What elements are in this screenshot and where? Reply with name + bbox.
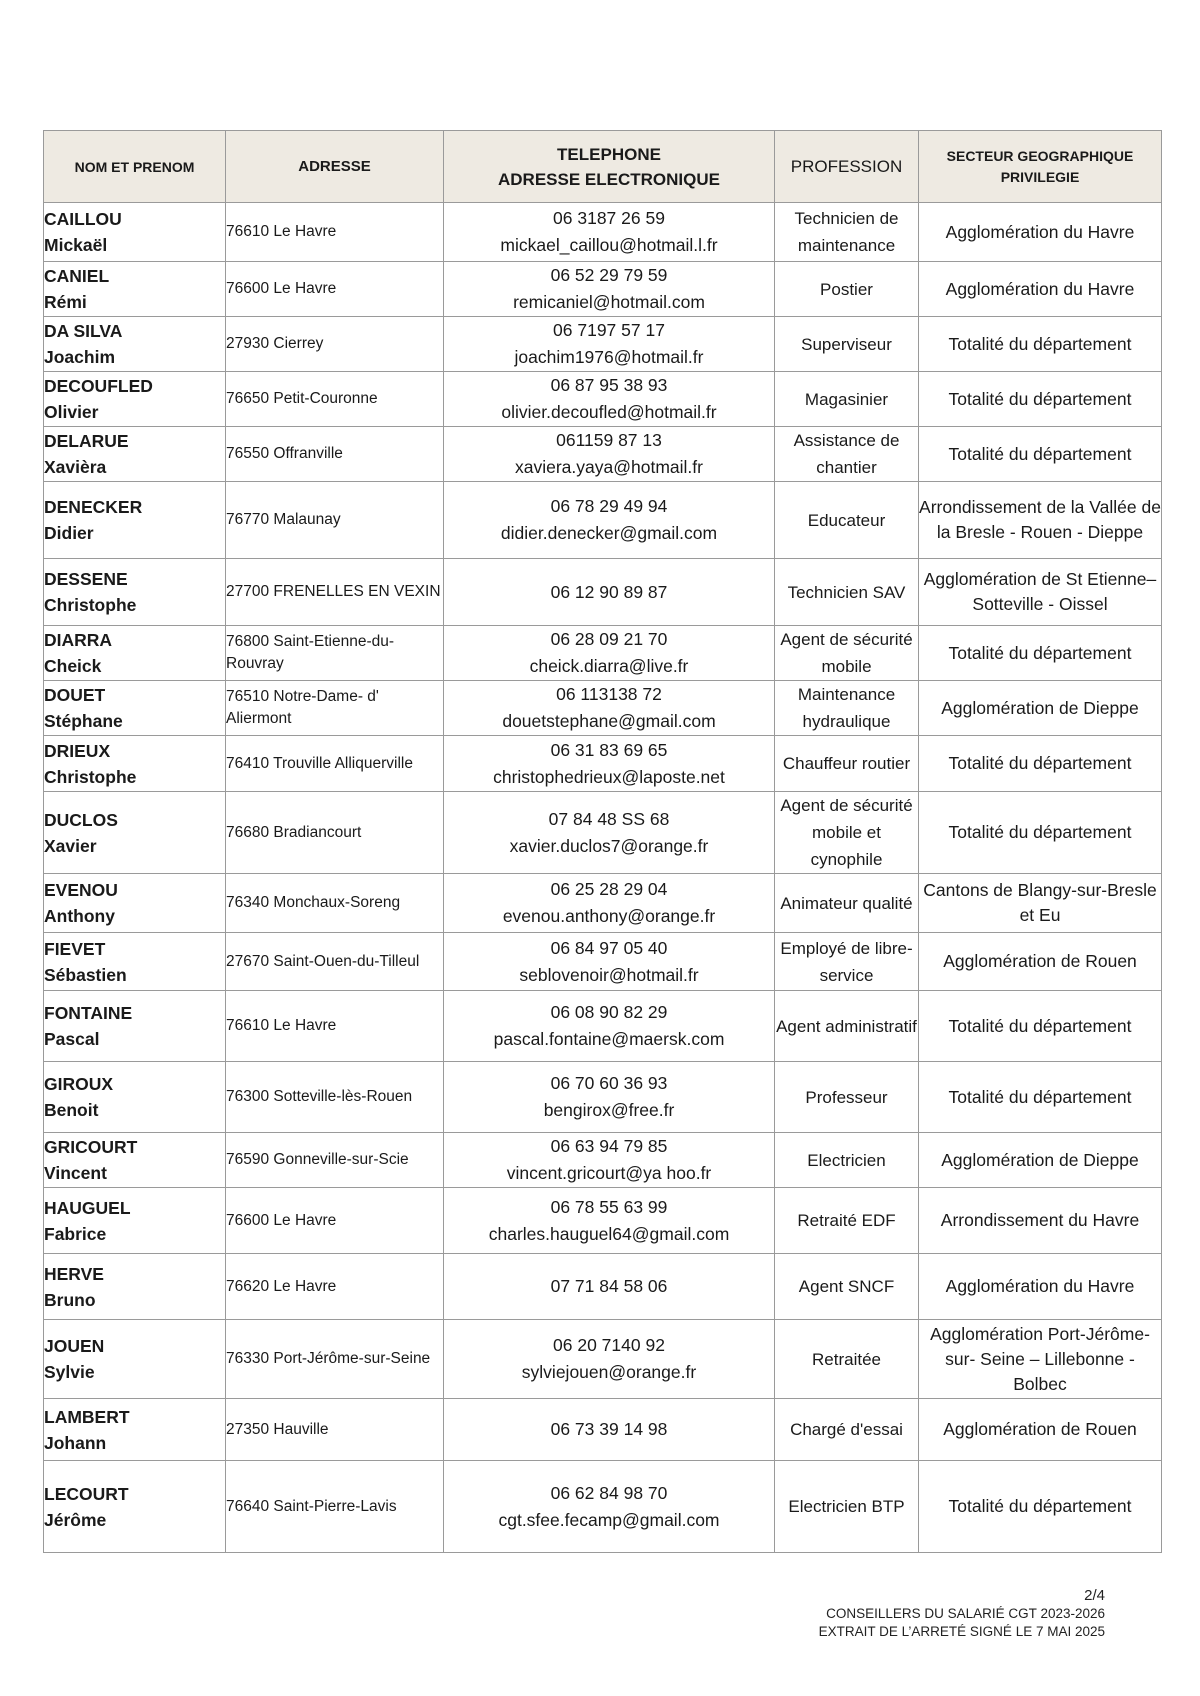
profession-cell: Agent SNCF xyxy=(775,1254,919,1320)
address-cell: 76770 Malaunay xyxy=(226,482,444,559)
last-name: DOUET xyxy=(44,685,106,705)
profession-cell: Magasinier xyxy=(775,372,919,427)
last-name: HAUGUEL xyxy=(44,1197,131,1218)
email-address: pascal.fontaine@maersk.com xyxy=(493,1029,725,1049)
email-address: bengirox@free.fr xyxy=(543,1100,675,1120)
first-name: Didier xyxy=(44,523,94,543)
first-name: Olivier xyxy=(44,402,99,422)
name-cell xyxy=(44,792,226,874)
contact-cell xyxy=(444,1320,775,1399)
contact-cell xyxy=(444,372,775,427)
name-cell xyxy=(44,1188,226,1254)
sector-cell: Totalité du département xyxy=(919,1062,1162,1133)
address-cell: 76600 Le Havre xyxy=(226,262,444,317)
first-name: Vincent xyxy=(44,1163,107,1183)
email-address: xaviera.yaya@hotmail.fr xyxy=(515,457,703,477)
name-cell xyxy=(44,427,226,482)
sector-cell: Totalité du département xyxy=(919,991,1162,1062)
header-address: ADRESSE xyxy=(226,131,444,203)
table-row xyxy=(44,372,1162,427)
first-name: Cheick xyxy=(44,656,102,676)
header-sector-line1: SECTEUR GEOGRAPHIQUE xyxy=(946,147,1134,164)
address-cell: 76640 Saint-Pierre-Lavis xyxy=(226,1461,444,1553)
sector-cell: Agglomération du Havre xyxy=(919,262,1162,317)
profession-cell: Retraitée xyxy=(775,1320,919,1399)
contact-cell xyxy=(444,1062,775,1133)
email-address: evenou.anthony@orange.fr xyxy=(502,906,716,926)
address-cell: 76410 Trouville Alliquerville xyxy=(226,736,444,792)
profession-cell: Chargé d'essai xyxy=(775,1399,919,1461)
email-address: cgt.sfee.fecamp@gmail.com xyxy=(498,1509,720,1530)
phone-number: 06 31 83 69 65 xyxy=(550,739,668,760)
email-address: vincent.gricourt@ya hoo.fr xyxy=(506,1163,712,1183)
first-name: Fabrice xyxy=(44,1223,107,1244)
footer-title: CONSEILLERS DU SALARIÉ CGT 2023-2026 xyxy=(826,1606,1105,1621)
header-contact xyxy=(444,131,775,203)
header-sector-line2: PRIVILEGIE xyxy=(1000,168,1080,185)
table-body xyxy=(44,203,1162,1553)
profession-cell: Assistance de chantier xyxy=(775,427,919,482)
email-address: xavier.duclos7@orange.fr xyxy=(509,835,709,856)
profession-cell: Employé de libre-service xyxy=(775,933,919,991)
address-cell: 76680 Bradiancourt xyxy=(226,792,444,874)
sector-cell: Arrondissement du Havre xyxy=(919,1188,1162,1254)
first-name: Xavier xyxy=(44,835,97,856)
table-row xyxy=(44,874,1162,933)
address-cell: 76550 Offranville xyxy=(226,427,444,482)
contact-cell xyxy=(444,1133,775,1188)
profession-cell: Maintenance hydraulique xyxy=(775,681,919,736)
name-cell xyxy=(44,1399,226,1461)
sector-cell: Agglomération du Havre xyxy=(919,203,1162,262)
address-cell: 76330 Port-Jérôme-sur-Seine xyxy=(226,1320,444,1399)
last-name: HERVE xyxy=(44,1263,104,1284)
first-name: Anthony xyxy=(44,906,115,926)
header-email: ADRESSE ELECTRONIQUE xyxy=(498,169,720,189)
last-name: JOUEN xyxy=(44,1336,105,1356)
table-row xyxy=(44,1062,1162,1133)
contact-cell xyxy=(444,1188,775,1254)
sector-cell: Agglomération de St Etienne– Sotteville - Oissel xyxy=(919,559,1162,626)
sector-cell: Agglomération du Havre xyxy=(919,1254,1162,1320)
contact-cell xyxy=(444,317,775,372)
profession-cell: Technicien de maintenance xyxy=(775,203,919,262)
contact-cell xyxy=(444,933,775,991)
first-name: Jérôme xyxy=(44,1509,107,1530)
table-row xyxy=(44,1320,1162,1399)
profession-cell: Superviseur xyxy=(775,317,919,372)
name-cell xyxy=(44,1133,226,1188)
contact-cell xyxy=(444,626,775,681)
table-row xyxy=(44,626,1162,681)
email-address: joachim1976@hotmail.fr xyxy=(514,347,704,367)
address-cell: 76590 Gonneville-sur-Scie xyxy=(226,1133,444,1188)
contact-cell xyxy=(444,1254,775,1320)
name-cell xyxy=(44,482,226,559)
first-name: Stéphane xyxy=(44,711,123,731)
table-row xyxy=(44,203,1162,262)
contact-cell xyxy=(444,681,775,736)
sector-cell: Agglomération de Dieppe xyxy=(919,681,1162,736)
last-name: DECOUFLED xyxy=(44,376,153,396)
phone-number: 061159 87 13 xyxy=(556,430,662,450)
table-row xyxy=(44,792,1162,874)
phone-number: 06 87 95 38 93 xyxy=(550,375,668,395)
first-name: Joachim xyxy=(44,347,115,367)
table-row xyxy=(44,482,1162,559)
last-name: LECOURT xyxy=(44,1483,129,1504)
phone-number: 06 20 7140 92 xyxy=(553,1335,665,1355)
table-row xyxy=(44,1133,1162,1188)
address-cell: 27350 Hauville xyxy=(226,1399,444,1461)
last-name: GRICOURT xyxy=(44,1137,138,1157)
profession-cell: Agent de sécurité mobile xyxy=(775,626,919,681)
email-address: olivier.decoufled@hotmail.fr xyxy=(501,402,717,422)
last-name: DRIEUX xyxy=(44,740,111,761)
last-name: GIROUX xyxy=(44,1074,114,1094)
footer-decree: EXTRAIT DE L’ARRETÉ SIGNÉ LE 7 MAI 2025 xyxy=(818,1624,1105,1639)
last-name: DENECKER xyxy=(44,497,143,517)
email-address: mickael_caillou@hotmail.l.fr xyxy=(500,235,718,255)
profession-cell: Professeur xyxy=(775,1062,919,1133)
sector-cell: Agglomération de Dieppe xyxy=(919,1133,1162,1188)
table-row xyxy=(44,991,1162,1062)
address-cell: 76610 Le Havre xyxy=(226,991,444,1062)
first-name: Sylvie xyxy=(44,1362,95,1382)
name-cell xyxy=(44,933,226,991)
first-name: Rémi xyxy=(44,292,87,312)
sector-cell: Totalité du département xyxy=(919,372,1162,427)
profession-cell: Agent administratif xyxy=(775,991,919,1062)
sector-cell: Agglomération de Rouen xyxy=(919,933,1162,991)
sector-cell: Agglomération de Rouen xyxy=(919,1399,1162,1461)
contact-cell xyxy=(444,203,775,262)
contact-cell xyxy=(444,427,775,482)
last-name: DIARRA xyxy=(44,630,113,650)
first-name: Sébastien xyxy=(44,964,127,985)
phone-number: 06 7197 57 17 xyxy=(553,320,665,340)
profession-cell: Agent de sécurité mobile et cynophile xyxy=(775,792,919,874)
phone-number: 06 84 97 05 40 xyxy=(550,937,668,958)
first-name: Christophe xyxy=(44,595,137,615)
contact-cell xyxy=(444,262,775,317)
sector-cell: Arrondissement de la Vallée de la Bresle - Rouen - Dieppe xyxy=(919,482,1162,559)
name-cell xyxy=(44,1062,226,1133)
counselors-table xyxy=(43,130,1162,1553)
phone-number: 06 70 60 36 93 xyxy=(550,1073,668,1093)
name-cell xyxy=(44,317,226,372)
page-number: 2/4 xyxy=(1084,1587,1105,1604)
table-row xyxy=(44,1188,1162,1254)
contact-cell xyxy=(444,792,775,874)
phone-number: 06 28 09 21 70 xyxy=(550,629,668,649)
last-name: EVENOU xyxy=(44,880,118,900)
phone-number: 07 71 84 58 06 xyxy=(550,1276,668,1296)
contact-cell xyxy=(444,991,775,1062)
header-name: NOM ET PRENOM xyxy=(44,131,226,203)
address-cell: 76800 Saint-Etienne-du-Rouvray xyxy=(226,626,444,681)
phone-number: 06 73 39 14 98 xyxy=(550,1419,668,1439)
phone-number: 06 78 55 63 99 xyxy=(550,1196,668,1217)
email-address: douetstephane@gmail.com xyxy=(502,711,716,731)
page-footer xyxy=(819,1587,1105,1641)
address-cell: 76600 Le Havre xyxy=(226,1188,444,1254)
table-row xyxy=(44,933,1162,991)
table-row xyxy=(44,262,1162,317)
first-name: Mickaël xyxy=(44,235,108,255)
email-address: charles.hauguel64@gmail.com xyxy=(488,1223,730,1244)
name-cell xyxy=(44,262,226,317)
profession-cell: Retraité EDF xyxy=(775,1188,919,1254)
contact-cell xyxy=(444,736,775,792)
address-cell: 76300 Sotteville-lès-Rouen xyxy=(226,1062,444,1133)
name-cell xyxy=(44,736,226,792)
address-cell: 76650 Petit-Couronne xyxy=(226,372,444,427)
sector-cell: Totalité du département xyxy=(919,736,1162,792)
first-name: Xavièra xyxy=(44,457,107,477)
last-name: FONTAINE xyxy=(44,1003,133,1023)
table-row xyxy=(44,1254,1162,1320)
contact-cell xyxy=(444,874,775,933)
name-cell xyxy=(44,1320,226,1399)
sector-cell: Agglomération Port-Jérôme-sur- Seine – Lillebonne - Bolbec xyxy=(919,1320,1162,1399)
table-row xyxy=(44,559,1162,626)
table-row xyxy=(44,681,1162,736)
address-cell: 27930 Cierrey xyxy=(226,317,444,372)
email-address: sylviejouen@orange.fr xyxy=(521,1362,697,1382)
sector-cell: Totalité du département xyxy=(919,427,1162,482)
first-name: Bruno xyxy=(44,1289,96,1310)
address-cell: 76510 Notre-Dame- d' Aliermont xyxy=(226,681,444,736)
table-row xyxy=(44,736,1162,792)
sector-cell: Totalité du département xyxy=(919,626,1162,681)
contact-cell xyxy=(444,1461,775,1553)
header-profession: PROFESSION xyxy=(775,131,919,203)
name-cell xyxy=(44,203,226,262)
profession-cell: Animateur qualité xyxy=(775,874,919,933)
phone-number: 06 62 84 98 70 xyxy=(550,1482,668,1503)
contact-cell xyxy=(444,1399,775,1461)
last-name: DELARUE xyxy=(44,431,129,451)
header-phone: TELEPHONE xyxy=(557,144,661,164)
last-name: DESSENE xyxy=(44,569,128,589)
profession-cell: Electricien BTP xyxy=(775,1461,919,1553)
sector-cell: Totalité du département xyxy=(919,317,1162,372)
sector-cell: Cantons de Blangy-sur-Bresle et Eu xyxy=(919,874,1162,933)
profession-cell: Educateur xyxy=(775,482,919,559)
phone-number: 06 25 28 29 04 xyxy=(550,879,668,899)
name-cell xyxy=(44,626,226,681)
name-cell xyxy=(44,559,226,626)
phone-number: 06 3187 26 59 xyxy=(553,208,665,228)
last-name: FIEVET xyxy=(44,938,106,959)
phone-number: 06 52 29 79 59 xyxy=(550,265,668,285)
contact-cell xyxy=(444,482,775,559)
email-address: christophedrieux@laposte.net xyxy=(493,766,725,787)
last-name: DA SILVA xyxy=(44,321,123,341)
phone-number: 06 08 90 82 29 xyxy=(550,1002,668,1022)
email-address: remicaniel@hotmail.com xyxy=(513,292,705,312)
last-name: CAILLOU xyxy=(44,209,122,229)
address-cell: 76610 Le Havre xyxy=(226,203,444,262)
address-cell: 76340 Monchaux-Soreng xyxy=(226,874,444,933)
first-name: Johann xyxy=(44,1432,107,1453)
first-name: Benoit xyxy=(44,1100,99,1120)
name-cell xyxy=(44,991,226,1062)
header-sector xyxy=(919,131,1162,203)
sector-cell: Totalité du département xyxy=(919,792,1162,874)
profession-cell: Postier xyxy=(775,262,919,317)
phone-number: 06 78 29 49 94 xyxy=(550,496,668,516)
table-row xyxy=(44,317,1162,372)
profession-cell: Electricien xyxy=(775,1133,919,1188)
sector-cell: Totalité du département xyxy=(919,1461,1162,1553)
table-row xyxy=(44,1399,1162,1461)
name-cell xyxy=(44,1254,226,1320)
email-address: seblovenoir@hotmail.fr xyxy=(519,964,699,985)
address-cell: 27670 Saint-Ouen-du-Tilleul xyxy=(226,933,444,991)
contact-cell xyxy=(444,559,775,626)
name-cell xyxy=(44,372,226,427)
first-name: Christophe xyxy=(44,766,137,787)
phone-number: 06 113138 72 xyxy=(556,684,662,704)
phone-number: 06 63 94 79 85 xyxy=(550,1136,668,1156)
phone-number: 07 84 48 SS 68 xyxy=(548,808,670,829)
profession-cell: Chauffeur routier xyxy=(775,736,919,792)
table-header xyxy=(44,131,1162,203)
last-name: DUCLOS xyxy=(44,809,118,830)
email-address: cheick.diarra@live.fr xyxy=(529,656,689,676)
last-name: LAMBERT xyxy=(44,1406,130,1427)
address-cell: 76620 Le Havre xyxy=(226,1254,444,1320)
profession-cell: Technicien SAV xyxy=(775,559,919,626)
name-cell xyxy=(44,681,226,736)
name-cell xyxy=(44,1461,226,1553)
table-row xyxy=(44,1461,1162,1553)
first-name: Pascal xyxy=(44,1029,100,1049)
address-cell: 27700 FRENELLES EN VEXIN xyxy=(226,559,444,626)
email-address: didier.denecker@gmail.com xyxy=(500,523,718,543)
table-row xyxy=(44,427,1162,482)
last-name: CANIEL xyxy=(44,266,110,286)
name-cell xyxy=(44,874,226,933)
phone-number: 06 12 90 89 87 xyxy=(550,581,668,602)
